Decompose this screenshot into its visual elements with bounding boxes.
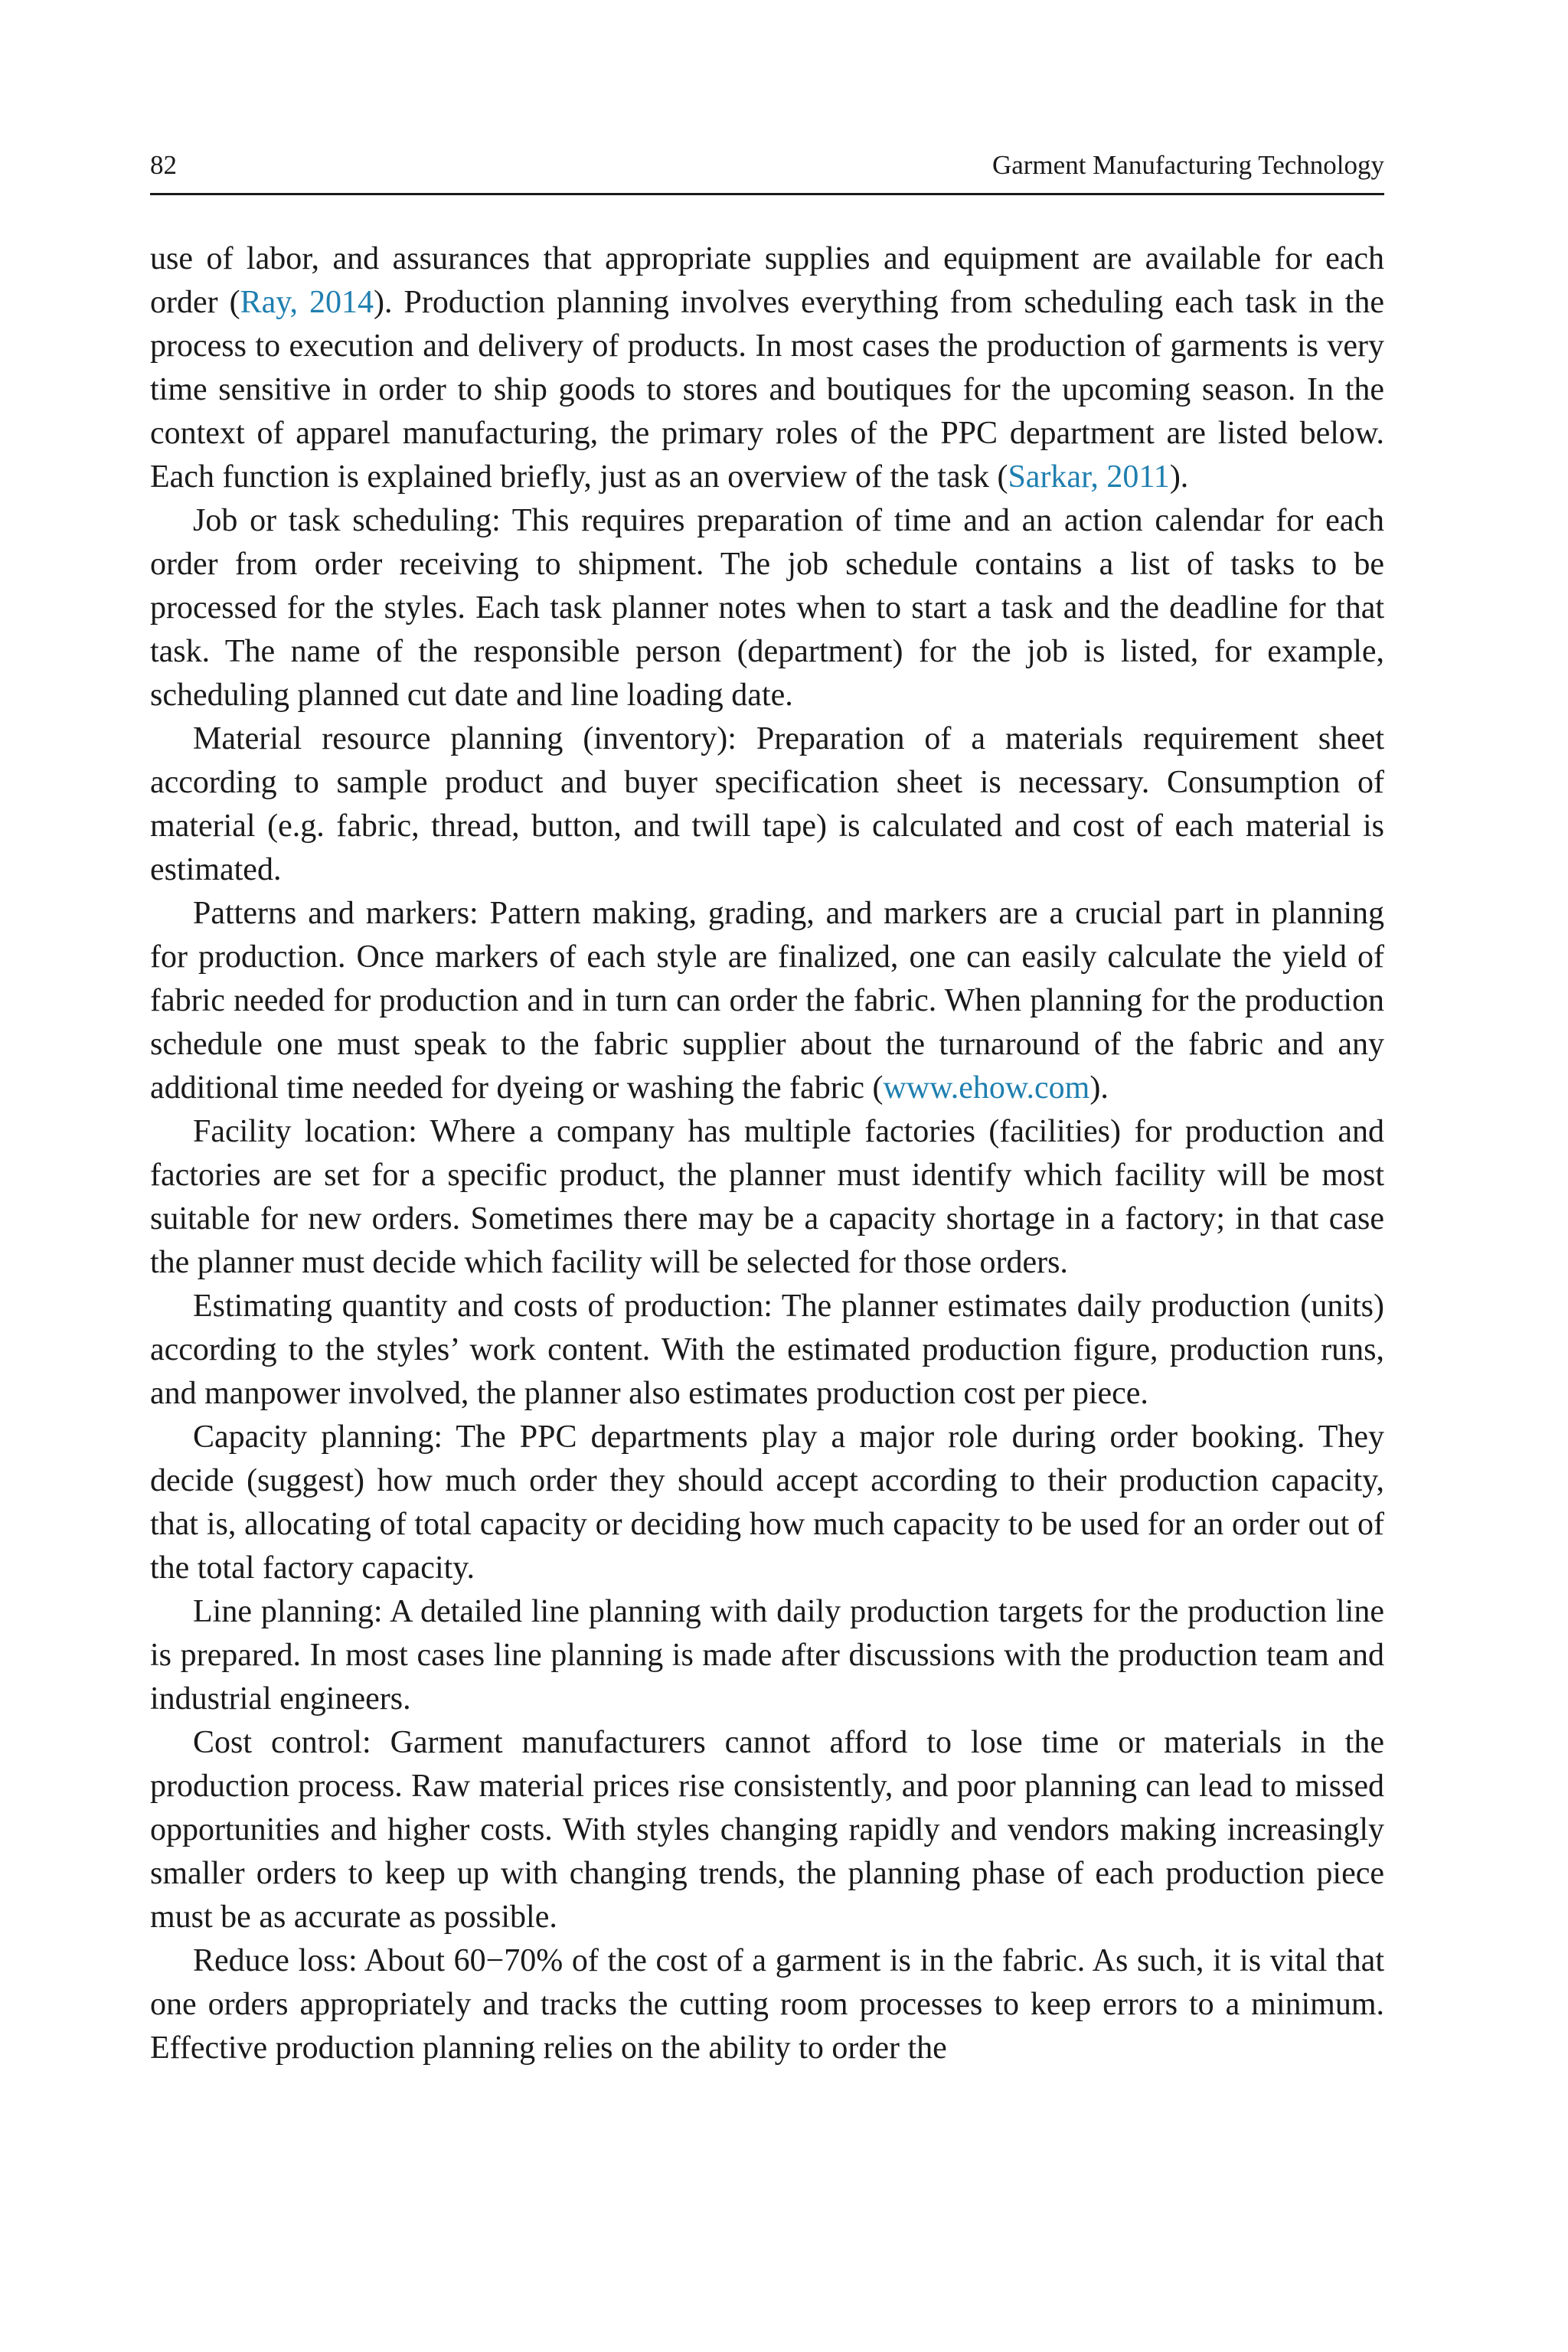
paragraph-intro bbox=[150, 237, 1384, 499]
page-number: 82 bbox=[150, 150, 177, 180]
paragraph-text: ). bbox=[1169, 459, 1189, 495]
paragraph-text: ). bbox=[1089, 1070, 1109, 1106]
running-head: Garment Manufacturing Technology bbox=[991, 150, 1384, 180]
body-text bbox=[150, 237, 1384, 2070]
paragraph-cost-control: Cost control: Garment manufacturers cannot afford to lose time or materials in the production process. Raw material prices rise consistently, and poor planning can lead to missed opportunities and higher costs. With styles changing rapidly and vendors making increasingly smaller orders to keep up with changing trends, the planning phase of each production piece must be as accurate as possible. bbox=[150, 1725, 1384, 1935]
paragraph-facility-location: Facility location: Where a company has multiple factories (facilities) for production and factories are set for a specific product, the planner must identify which facility will be most suitable for new orders. Sometimes there may be a capacity shortage in a factory; in that case the planner must decide which facility will be selected for those orders. bbox=[150, 1114, 1384, 1280]
citation-link[interactable]: Sarkar, 2011 bbox=[1008, 459, 1170, 495]
citation-link[interactable]: www.ehow.com bbox=[883, 1070, 1090, 1106]
paragraph-text: ). Production planning involves everything from scheduling each task in the process to execution and delivery of products. In most cases the production of garments is very time sensitive in order to ship goods to stores and boutiques for the upcoming season. In the context of apparel manufacturing, the primary roles of the PPC department are listed below. Each function is explained briefly, just as an overview of the task ( bbox=[150, 285, 1384, 495]
page-header bbox=[150, 147, 1384, 195]
citation-link[interactable]: Ray, 2014 bbox=[240, 285, 374, 320]
paragraph-capacity-planning: Capacity planning: The PPC departments play a major role during order booking. They decide (suggest) how much order they should accept according to their production capacity, that is, allocating of total capacity or deciding how much capacity to be used for an order out of the total factory capacity. bbox=[150, 1419, 1384, 1586]
paragraph-estimating-costs: Estimating quantity and costs of production: The planner estimates daily production (units) according to the styles’ work content. With the estimated production figure, production runs, and manpower involved, the planner also estimates production cost per piece. bbox=[150, 1289, 1384, 1411]
paragraph-patterns-markers bbox=[150, 892, 1384, 1110]
paragraph-reduce-loss: Reduce loss: About 60−70% of the cost of a garment is in the fabric. As such, it is vital that one orders appropriately and tracks the cutting room processes to keep errors to a minimum. Effective production planning relies on the ability to order the bbox=[150, 1943, 1384, 2066]
paragraph-text: Patterns and markers: Pattern making, grading, and markers are a crucial part in planning for production. Once markers of each style are finalized, one can easily calculate the yield of fabric needed for production and in turn can order the fabric. When planning for the production schedule one must speak to the fabric supplier about the turnaround of the fabric and any additional time needed for dyeing or washing the fabric ( bbox=[150, 896, 1384, 1106]
paragraph-material-planning: Material resource planning (inventory): Preparation of a materials requirement sheet according to sample product and buyer specification sheet is necessary. Consumption of material (e.g. fabric, thread, button, and twill tape) is calculated and cost of each material is estimated. bbox=[150, 721, 1384, 887]
paragraph-text: use of labor, and assurances that appropriate supplies and equipment are available for each order ( bbox=[150, 241, 1384, 320]
paragraph-job-scheduling: Job or task scheduling: This requires preparation of time and an action calendar for each order from order receiving to shipment. The job schedule contains a list of tasks to be processed for the styles. Each task planner notes when to start a task and the deadline for that task. The name of the responsible person (department) for the job is listed, for example, scheduling planned cut date and line loading date. bbox=[150, 503, 1384, 713]
paragraph-line-planning: Line planning: A detailed line planning with daily production targets for the production line is prepared. In most cases line planning is made after discussions with the production team and industrial engineers. bbox=[150, 1594, 1384, 1717]
